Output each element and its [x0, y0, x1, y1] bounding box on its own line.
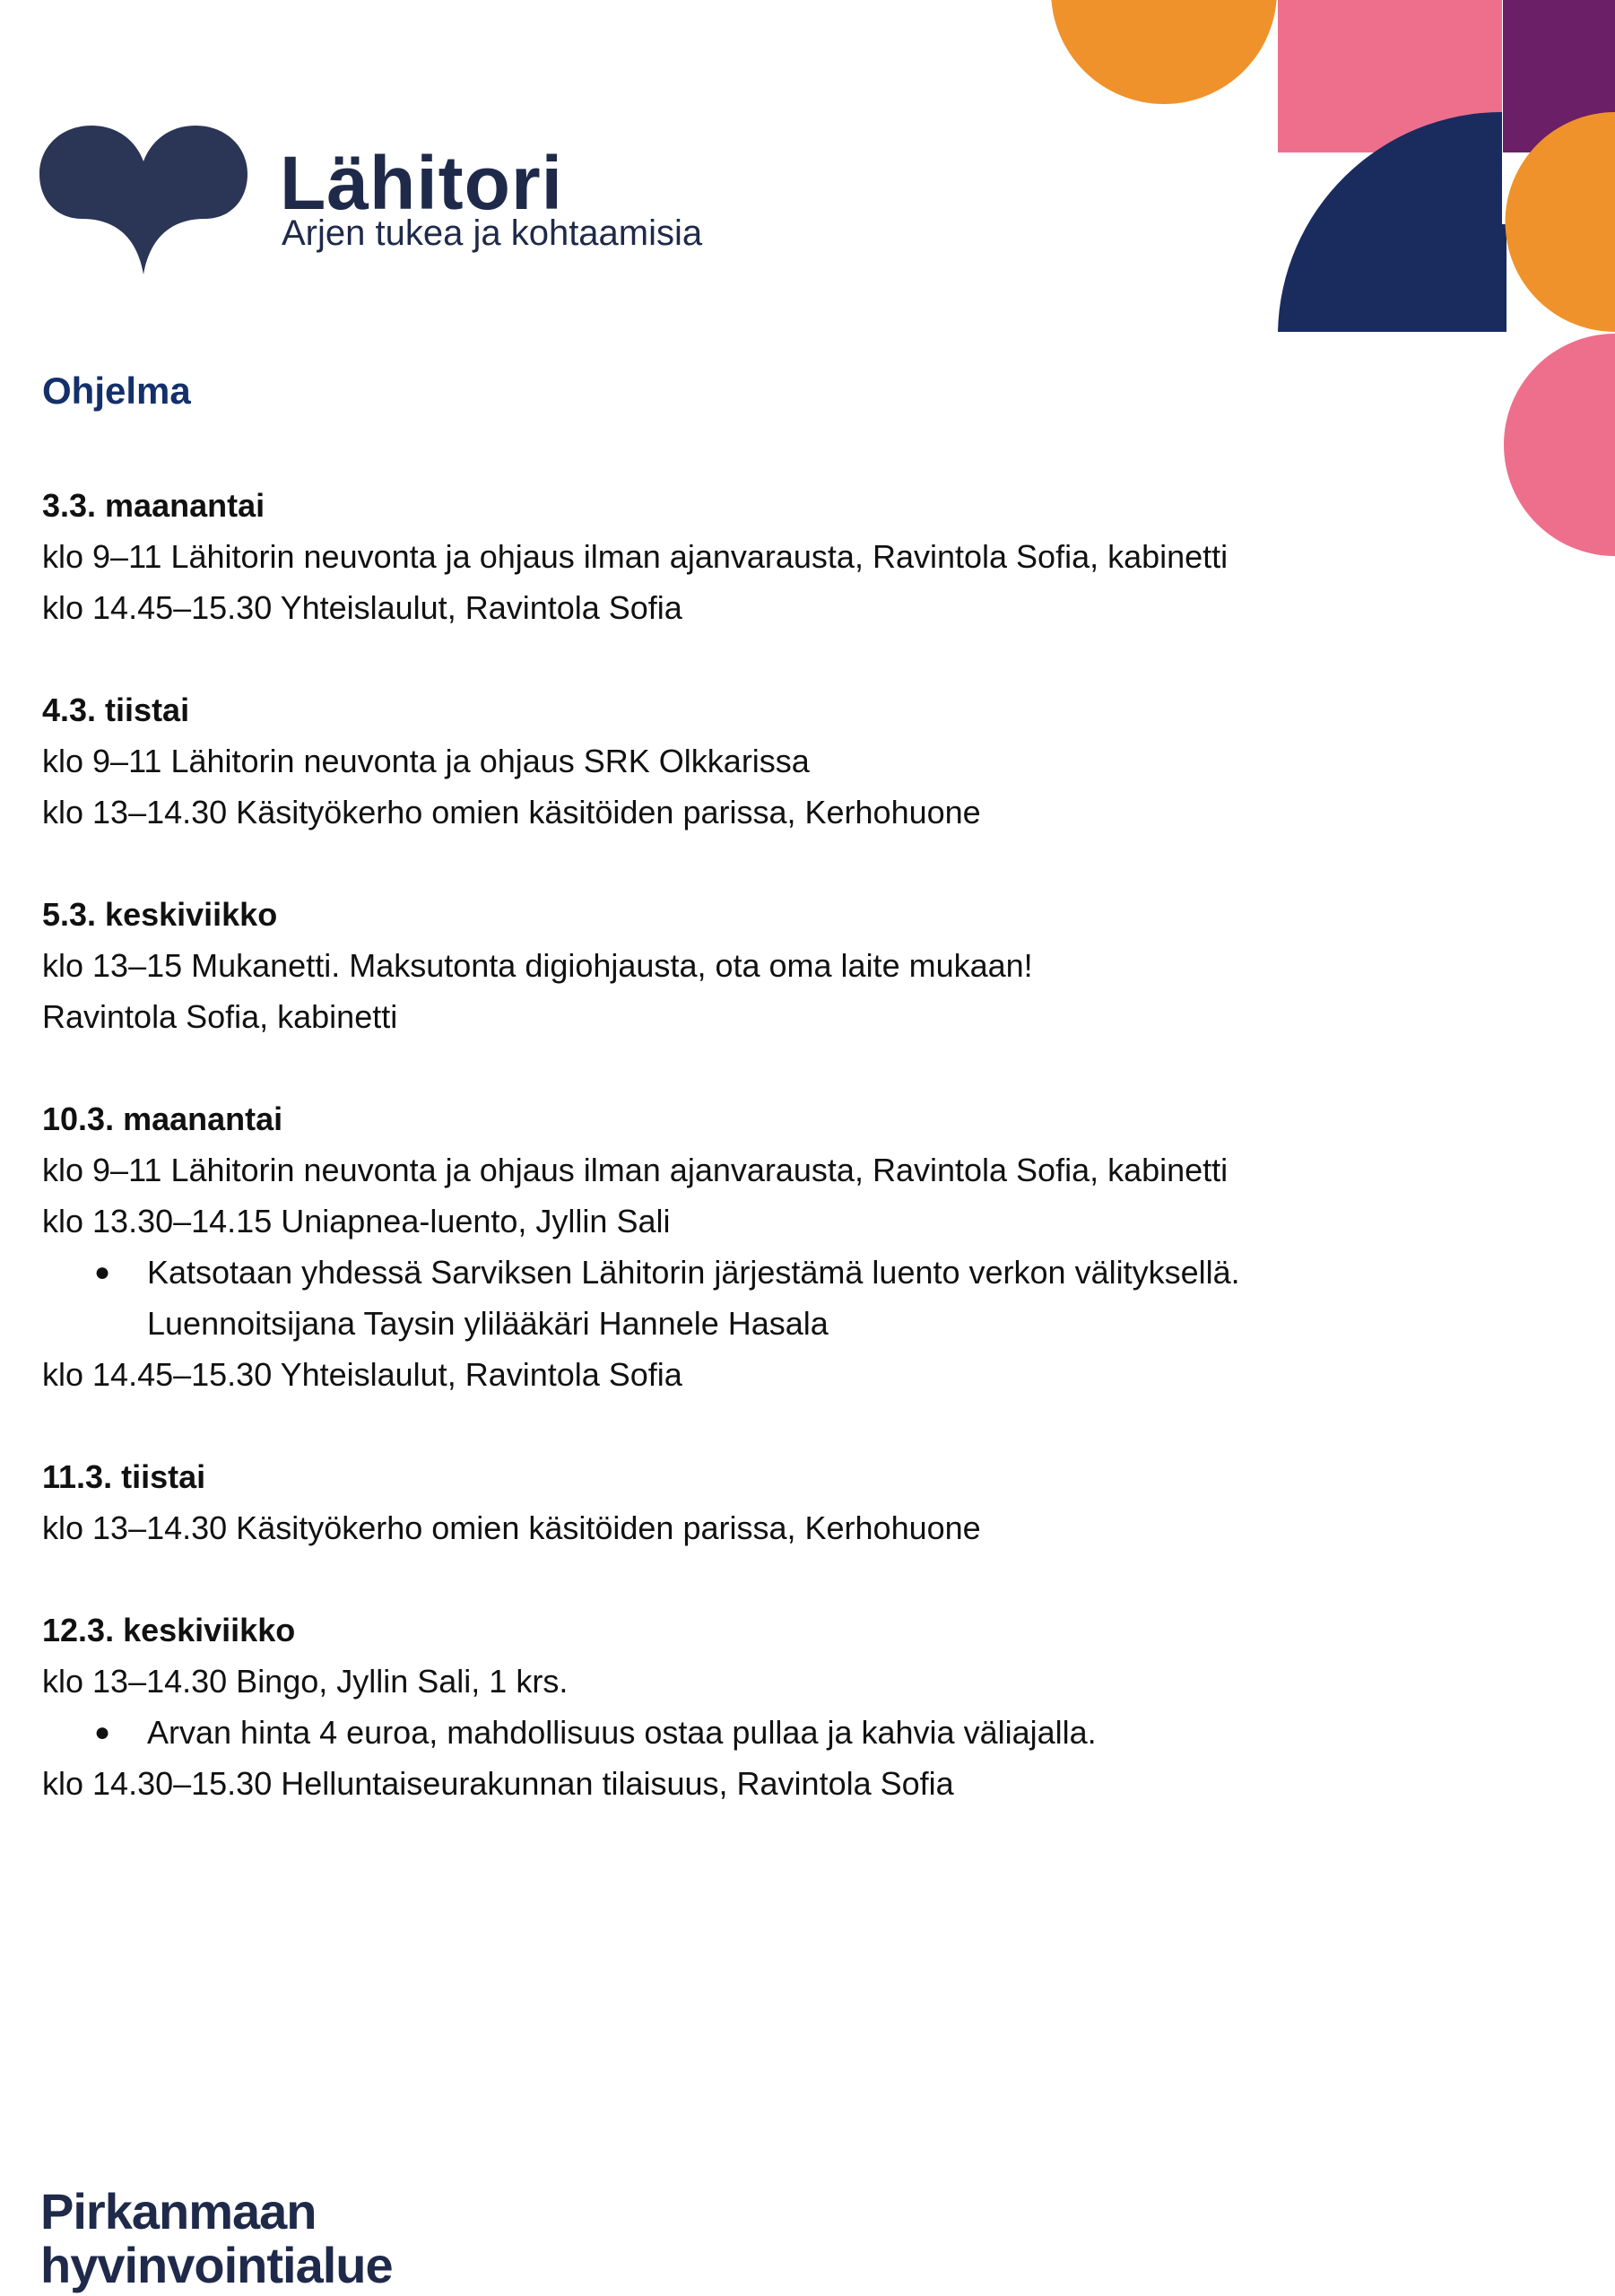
event-line: klo 13–14.30 Bingo, Jyllin Sali, 1 krs. — [42, 1663, 569, 1700]
pink-half-circle-shape — [1504, 334, 1615, 556]
brand-name: Lähitori — [280, 141, 563, 225]
event-line: klo 14.45–15.30 Yhteislaulut, Ravintola Sofia — [42, 589, 682, 626]
event-line: klo 13–14.30 Käsityökerho omien käsitöiden parissa, Kerhohuone — [42, 794, 981, 831]
event-line: Ravintola Sofia, kabinetti — [42, 998, 398, 1035]
event-line: klo 13–14.30 Käsityökerho omien käsitöiden parissa, Kerhohuone — [42, 1509, 981, 1546]
navy-bar-shape — [1381, 224, 1506, 332]
navy-quarter-shape — [1278, 112, 1502, 332]
lahitori-logo — [39, 126, 757, 287]
heart-logo-icon — [39, 126, 247, 276]
day-block — [42, 1605, 1342, 1809]
event-line: klo 13–15 Mukanetti. Maksutonta digiohjausta, ota oma laite mukaan! — [42, 947, 1033, 984]
purple-block-shape — [1503, 0, 1615, 152]
day-block — [42, 1093, 1342, 1400]
program-list — [42, 480, 1342, 1860]
pink-block-shape — [1278, 0, 1502, 152]
event-line: klo 9–11 Lähitorin neuvonta ja ohjaus SRK Olkkarissa — [42, 743, 810, 779]
bullet-text: Luennoitsijana Taysin ylilääkäri Hannele Hasala — [147, 1305, 829, 1342]
bullet-text: Arvan hinta 4 euroa, mahdollisuus ostaa pullaa ja kahvia väliajalla. — [147, 1714, 1097, 1751]
day-title: 10.3. maanantai — [42, 1100, 283, 1137]
day-title: 5.3. keskiviikko — [42, 896, 278, 933]
event-line: klo 9–11 Lähitorin neuvonta ja ohjaus ilman ajanvarausta, Ravintola Sofia, kabinetti — [42, 538, 1229, 575]
bullet-item — [42, 1707, 1342, 1758]
pink-circle-shape — [1278, 0, 1502, 67]
bullet-text: Katsotaan yhdessä Sarviksen Lähitorin järjestämä luento verkon välityksellä. — [147, 1254, 1240, 1291]
day-title: 12.3. keskiviikko — [42, 1612, 296, 1648]
orange-half-circle-shape — [1506, 112, 1615, 332]
navy-half-shape — [1472, 112, 1502, 332]
day-title: 4.3. tiistai — [42, 691, 190, 728]
bullet-dot-icon: ● — [94, 1257, 111, 1287]
bullet-item — [42, 1247, 1342, 1349]
page-title: Ohjelma — [42, 370, 191, 412]
day-block — [42, 480, 1342, 633]
day-block — [42, 1451, 1342, 1553]
event-line: klo 14.30–15.30 Helluntaiseurakunnan tilaisuus, Ravintola Sofia — [42, 1765, 954, 1802]
event-line: klo 14.45–15.30 Yhteislaulut, Ravintola Sofia — [42, 1356, 682, 1393]
footer-line: Pirkanmaan — [40, 2183, 317, 2239]
footer-line: hyvinvointialue — [40, 2237, 393, 2293]
bullet-dot-icon: ● — [94, 1718, 111, 1747]
orange-circle-shape — [1051, 0, 1277, 104]
footer-logo — [40, 2185, 393, 2292]
day-block — [42, 684, 1342, 838]
event-line: klo 9–11 Lähitorin neuvonta ja ohjaus ilman ajanvarausta, Ravintola Sofia, kabinetti — [42, 1152, 1229, 1188]
day-title: 3.3. maanantai — [42, 487, 265, 524]
day-block — [42, 889, 1342, 1042]
event-line: klo 13.30–14.15 Uniapnea-luento, Jyllin Sali — [42, 1203, 671, 1239]
brand-tagline: Arjen tukea ja kohtaamisia — [282, 213, 703, 253]
day-title: 11.3. tiistai — [42, 1458, 206, 1495]
